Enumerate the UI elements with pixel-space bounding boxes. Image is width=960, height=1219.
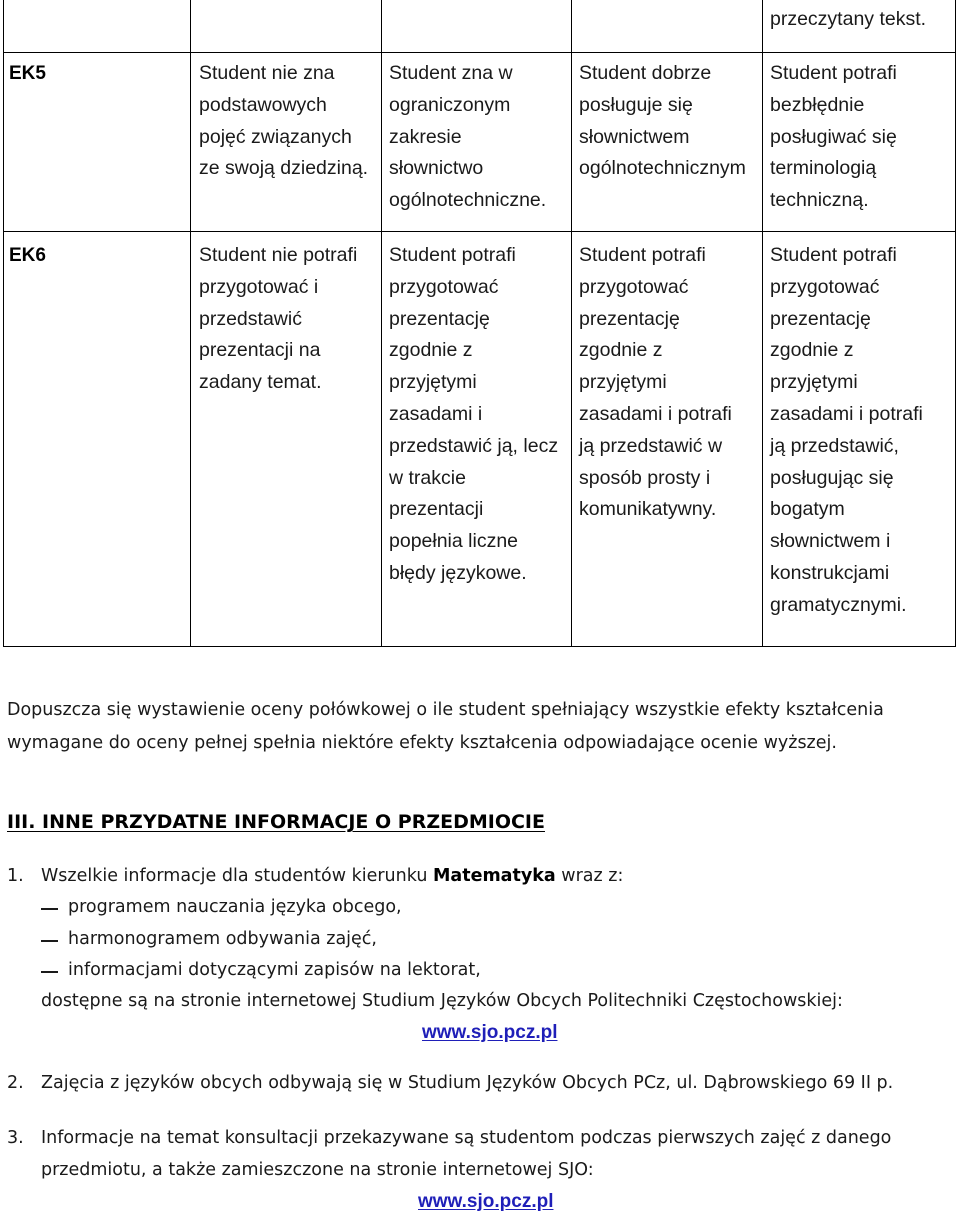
list-item-text: Zajęcia z języków obcych odbywają się w Studium Języków Obcych PCz, ul. Dąbrowskiego 69 II p. — [41, 1073, 894, 1093]
sjo-website-link[interactable]: www.sjo.pcz.pl — [418, 1191, 554, 1212]
table-cell: Student potrafi przygotować prezentację zgodnie z przyjętymi zasadami i potrafi ją przedstawić w sposób prosty i komunikatywny. — [579, 244, 732, 521]
row-divider — [4, 231, 955, 232]
bullet-item: programem nauczania języka obcego, — [68, 897, 402, 917]
section-heading: III. INNE PRZYDATNE INFORMACJE O PRZEDMIOCIE — [7, 811, 545, 833]
grading-note-line: wymagane do oceny pełnej spełnia niektóre efekty kształcenia odpowiadające ocenie wyższej. — [7, 733, 837, 753]
column-divider — [762, 0, 763, 646]
bullet-item: harmonogramem odbywania zajęć, — [68, 929, 377, 949]
column-divider — [571, 0, 572, 646]
list-item-text — [41, 866, 623, 886]
table-cell: przeczytany tekst. — [770, 8, 927, 30]
bullet-item: informacjami dotyczącymi zapisów na lektorat, — [68, 960, 481, 980]
table-cell: Student nie potrafi przygotować i przedstawić prezentacji na zadany temat. — [199, 244, 358, 394]
column-divider — [190, 0, 191, 646]
field-of-study: Matematyka — [432, 866, 556, 886]
list-item-text: Informacje na temat konsultacji przekazywane są studentom podczas pierwszych zajęć z danego — [41, 1128, 892, 1148]
effect-code: EK6 — [9, 245, 46, 266]
table-cell: Student dobrze posługuje się słownictwem ogólnotechnicznym — [579, 62, 746, 180]
item-text-before: Wszelkie informacje dla studentów kierunku — [41, 866, 433, 886]
grading-note-line: Dopuszcza się wystawienie oceny połówkowej o ile student spełniający wszystkie efekty kształcenia — [7, 700, 884, 720]
table-cell: Student nie zna podstawowych pojęć związanych ze swoją dziedziną. — [199, 62, 369, 180]
item-text-after: wraz z: — [555, 866, 624, 886]
row-divider — [4, 52, 955, 53]
list-number: 2. — [7, 1073, 24, 1093]
column-divider — [381, 0, 382, 646]
dash-bullet-icon — [41, 940, 58, 942]
dash-bullet-icon — [41, 971, 58, 973]
closing-text: dostępne są na stronie internetowej Studium Języków Obcych Politechniki Częstochowskiej: — [41, 991, 843, 1011]
list-item-text: przedmiotu, a także zamieszczone na stronie internetowej SJO: — [41, 1160, 594, 1180]
dash-bullet-icon — [41, 908, 58, 910]
table-cell: Student potrafi przygotować prezentację zgodnie z przyjętymi zasadami i potrafi ją przedstawić, posługując się bogatym słownictwem i konstrukcjami gramatycznymi. — [770, 244, 923, 616]
effect-code: EK5 — [9, 63, 46, 84]
sjo-website-link[interactable]: www.sjo.pcz.pl — [422, 1022, 558, 1043]
table-cell: Student potrafi przygotować prezentację zgodnie z przyjętymi zasadami i przedstawić ją, lecz w trakcie prezentacji popełnia liczne błędy językowe. — [389, 244, 559, 584]
table-cell: Student potrafi bezbłędnie posługiwać się terminologią techniczną. — [770, 62, 897, 212]
list-number: 3. — [7, 1128, 24, 1148]
table-cell: Student zna w ograniczonym zakresie słownictwo ogólnotechniczne. — [389, 62, 547, 212]
list-number: 1. — [7, 866, 24, 886]
